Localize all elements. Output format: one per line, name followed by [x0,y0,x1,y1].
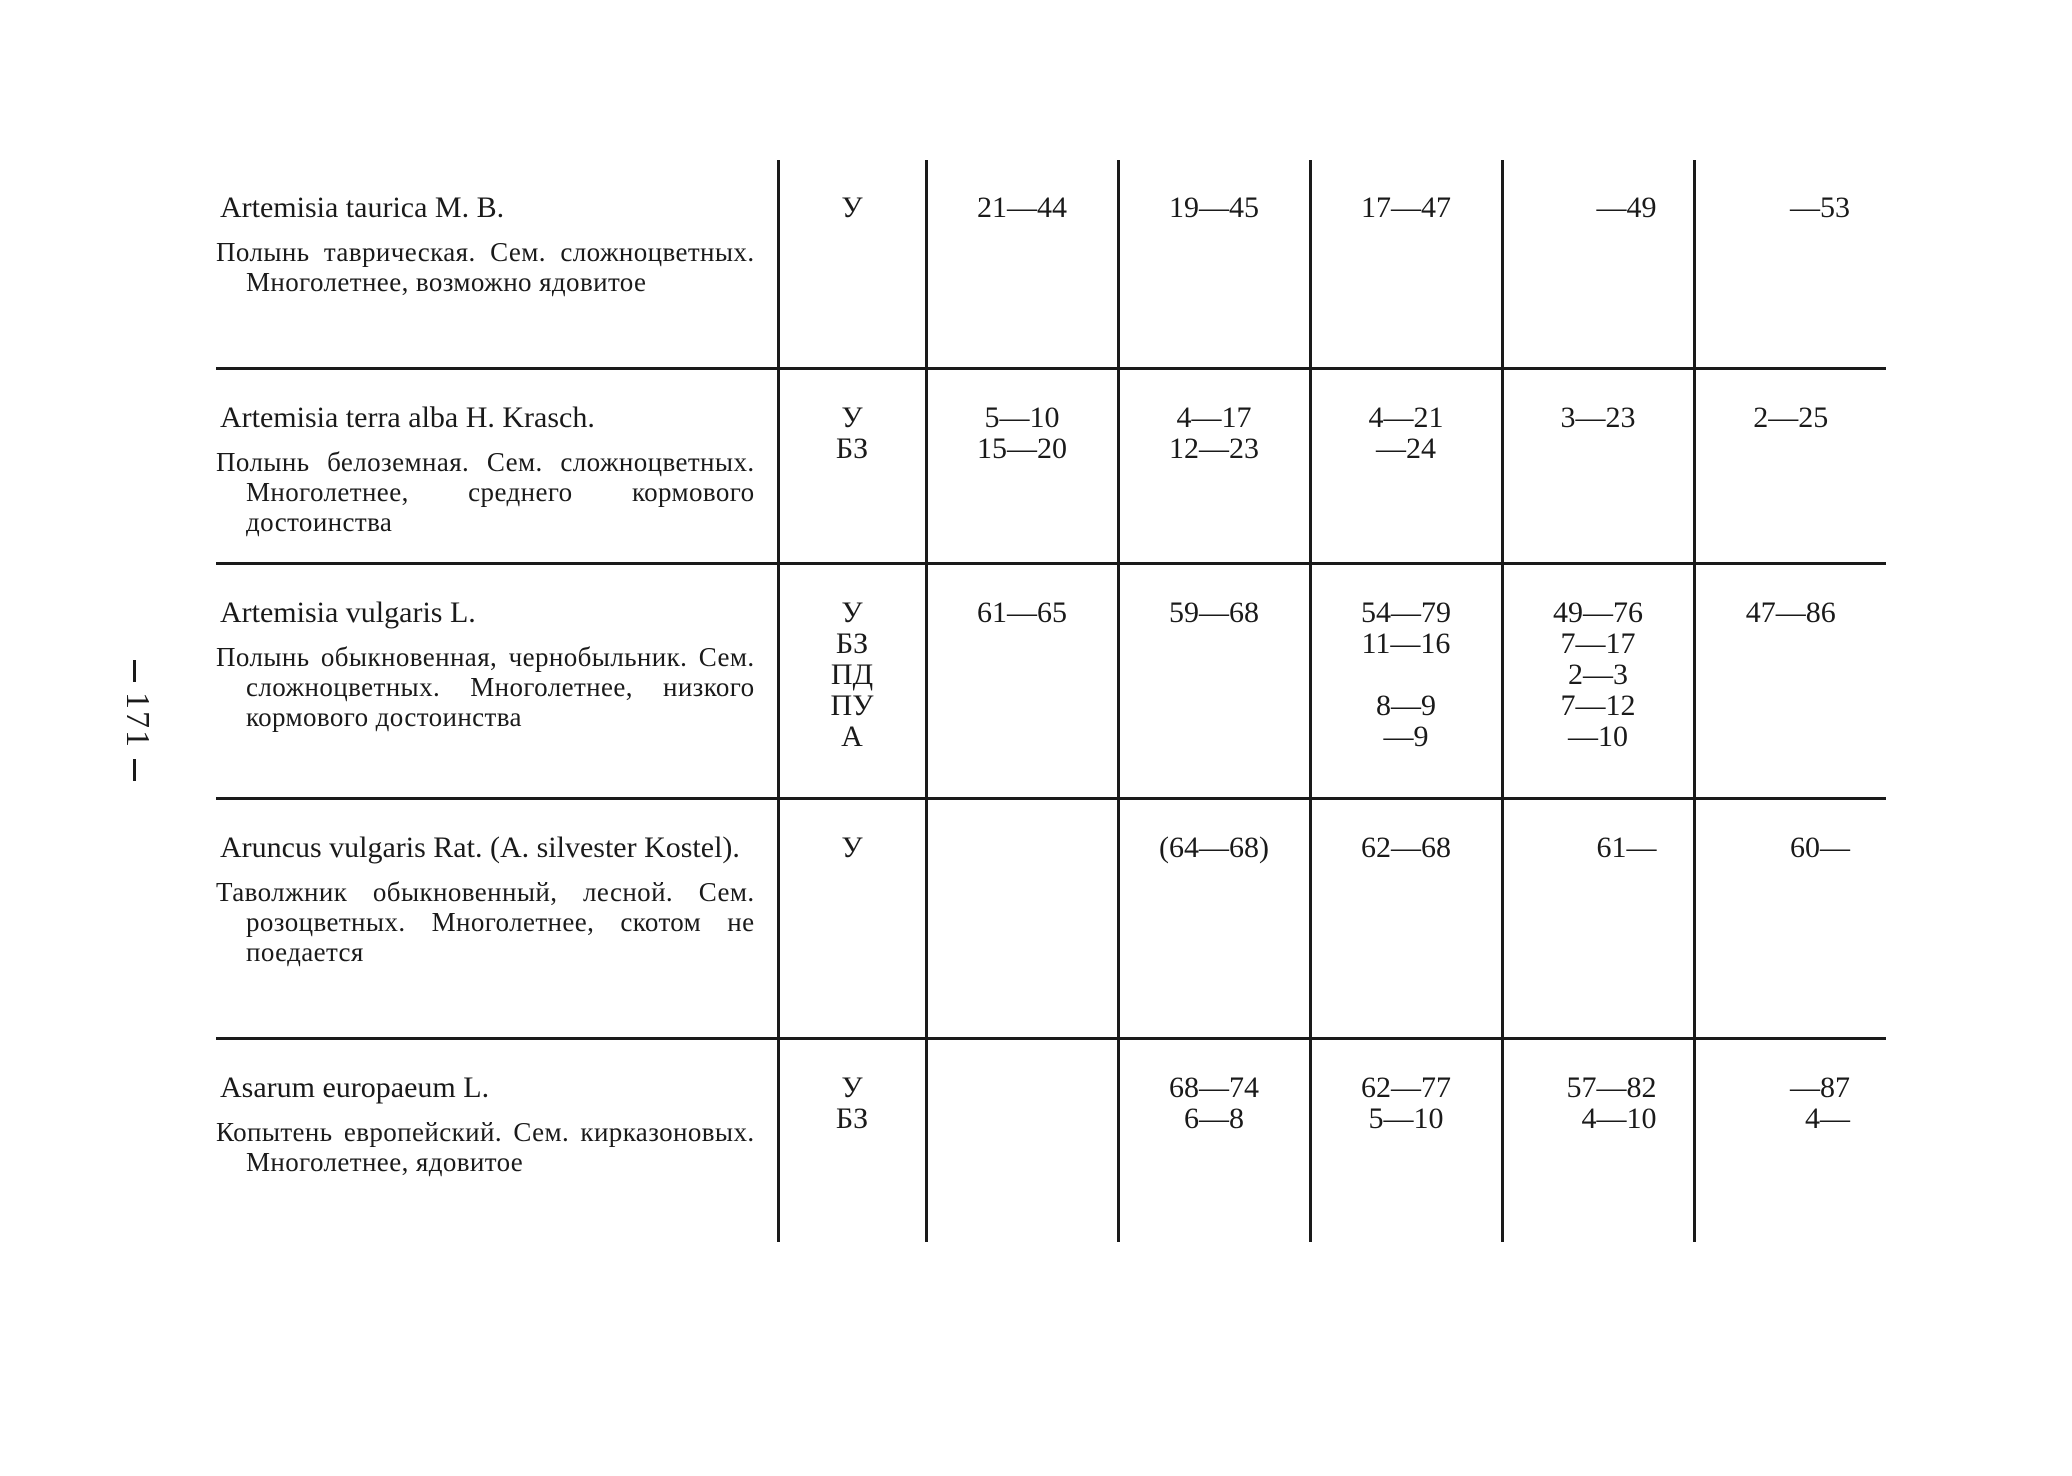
range-value: 61—65 [977,596,1067,629]
value-cell-c5 [1694,369,1886,564]
range-value: 62—77 [1361,1071,1451,1104]
range-value: 12—23 [1169,432,1259,465]
range-value: —24 [1376,432,1436,465]
range-value [1312,659,1501,690]
range-value: 54—79 [1361,596,1451,629]
range-value: 3—23 [1560,401,1636,434]
value-cell-c5 [1694,799,1886,1039]
species-name-cell [216,799,778,1039]
value-cell-c1 [926,1039,1118,1243]
table-row [216,1039,1886,1243]
zone-code-cell [778,564,926,799]
range-value: 17—47 [1361,191,1451,224]
range-value: 7—12 [1560,689,1636,722]
range-value: 11—16 [1361,627,1451,660]
latin-name: Artemisia vulgaris L. [220,596,476,629]
table-row [216,799,1886,1039]
range-value [928,832,1117,863]
range-value: 4—21 [1368,401,1444,434]
value-cell-c1 [926,160,1118,369]
zone-code-cell [778,369,926,564]
range-value: 59—68 [1169,596,1259,629]
species-name-cell [216,564,778,799]
value-cell-c2 [1118,564,1310,799]
species-name-cell [216,369,778,564]
table-row [216,564,1886,799]
species-table-body [216,160,1886,1242]
value-cell-c1 [926,369,1118,564]
range-value: —9 [1383,720,1429,753]
table-row [216,369,1886,564]
range-value: —49 [1596,191,1657,224]
range-value: 5—10 [1368,1102,1444,1135]
value-cell-c2 [1118,1039,1310,1243]
value-cell-c3 [1310,369,1502,564]
range-value: —53 [1790,191,1850,224]
zone-code-cell [778,160,926,369]
range-value: 47—86 [1745,596,1836,629]
species-table [216,160,1886,1242]
value-cell-c3 [1310,1039,1502,1243]
latin-name: Artemisia terra alba H. Krasch. [220,401,595,434]
range-value: 68—74 [1169,1071,1259,1104]
zone-code: ПУ [830,689,874,722]
value-cell-c2 [1118,369,1310,564]
value-cell-c1 [926,564,1118,799]
species-description: Полынь белоземная. Сем. сложноцветных. Многолетнее, среднего кормового достоинства [216,447,755,537]
range-value: 8—9 [1376,689,1436,722]
value-cell-c2 [1118,160,1310,369]
range-value: 60— [1790,831,1850,864]
species-name-cell [216,160,778,369]
range-value: 2—3 [1568,658,1628,691]
table-row [216,160,1886,369]
zone-code: БЗ [835,627,869,660]
value-cell-c5 [1694,160,1886,369]
value-cell-c3 [1310,799,1502,1039]
zone-code: У [841,401,863,434]
value-cell-c1 [926,799,1118,1039]
latin-name: Asarum europaeum L. [220,1071,490,1104]
range-value: 61— [1596,831,1657,864]
zone-code: А [841,720,863,753]
latin-name: Aruncus vulgaris Rat. (A. silvester Kostel). [220,831,740,864]
zone-code: У [841,596,863,629]
value-cell-c3 [1310,160,1502,369]
value-cell-c4 [1502,1039,1694,1243]
range-value: (64—68) [1159,831,1269,864]
range-value: 6—8 [1184,1102,1244,1135]
range-value: 4—17 [1176,401,1252,434]
zone-code: У [841,191,863,224]
page-number [120,650,154,791]
species-description: Полынь обыкновенная, чернобыльник. Сем. сложноцветных. Многолетнее, низкого кормового достоинства [216,642,755,732]
value-cell-c5 [1694,1039,1886,1243]
range-value: 19—45 [1169,191,1259,224]
range-value: 49—76 [1553,596,1643,629]
value-cell-c4 [1502,564,1694,799]
zone-code-cell [778,1039,926,1243]
page-number-dash-left [133,660,136,682]
zone-code: У [841,1071,863,1104]
range-value [928,1072,1117,1103]
latin-name: Artemisia taurica M. B. [220,191,505,224]
value-cell-c4 [1502,799,1694,1039]
page-number-text: 171 [119,692,156,749]
species-description: Таволжник обыкновенный, лесной. Сем. розоцветных. Многолетнее, скотом не поедается [216,877,755,967]
zone-code: У [841,831,863,864]
value-cell-c2 [1118,799,1310,1039]
species-name-cell [216,1039,778,1243]
value-cell-c4 [1502,160,1694,369]
species-description: Копытень европейский. Сем. кирказоновых. Многолетнее, ядовитое [216,1117,755,1177]
page-number-dash-right [133,759,136,781]
value-cell-c3 [1310,564,1502,799]
value-cell-c4 [1502,369,1694,564]
range-value: 62—68 [1361,831,1451,864]
range-value: 21—44 [977,191,1067,224]
range-value: 4—10 [1581,1102,1657,1135]
zone-code: БЗ [835,432,869,465]
zone-code-cell [778,799,926,1039]
zone-code: ПД [830,658,874,691]
range-value: 2—25 [1753,401,1829,434]
range-value: 4— [1805,1102,1850,1135]
species-description: Полынь таврическая. Сем. сложноцветных. Многолетнее, возможно ядовитое [216,237,755,297]
zone-code: БЗ [835,1102,869,1135]
range-value: —10 [1568,720,1628,753]
range-value: 7—17 [1560,627,1636,660]
range-value: 15—20 [977,432,1067,465]
range-value: —87 [1790,1071,1850,1104]
value-cell-c5 [1694,564,1886,799]
range-value: 57—82 [1566,1071,1657,1104]
range-value: 5—10 [984,401,1060,434]
